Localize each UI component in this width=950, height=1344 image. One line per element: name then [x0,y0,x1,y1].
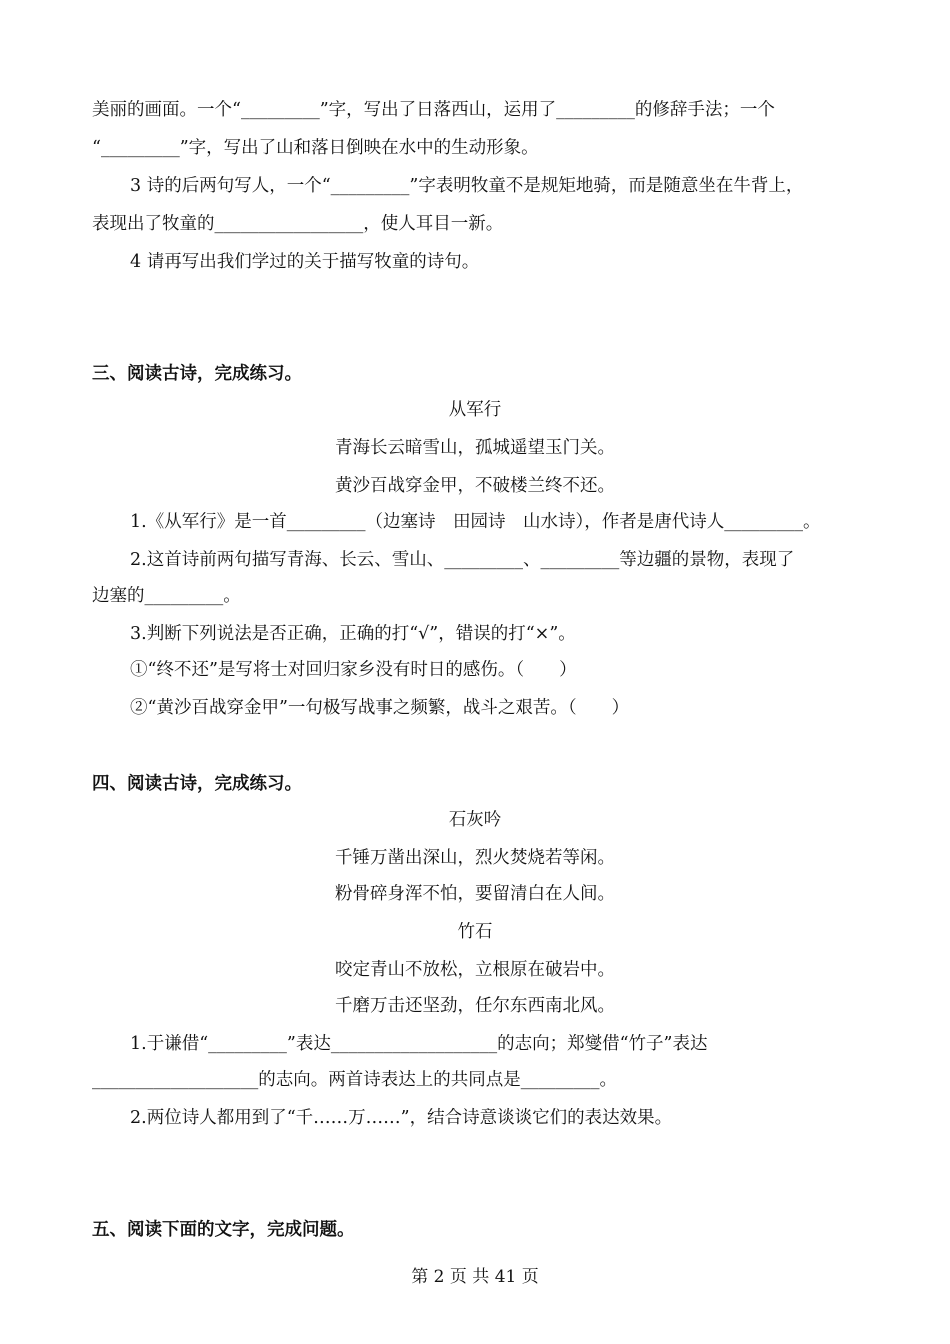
poem-title: 石灰吟 [448,810,502,830]
judgement-item: ①“终不还”是写将士对回归家乡没有时日的感伤。（ ） [130,660,577,680]
question-4: 4 请再写出我们学过的关于描写牧童的诗句。 [130,252,480,272]
poem-line: 千磨万击还坚劲，任尔东西南北风。 [335,996,615,1016]
question-1-line: ___________________的志向。两首诗表达上的共同点是_________。 [92,1070,617,1090]
poem-line: 青海长云暗雪山，孤城遥望玉门关。 [335,438,615,458]
poem-line: 咬定青山不放松，立根原在破岩中。 [335,960,615,980]
poem-title: 从军行 [448,400,502,420]
poem-line: 千锤万凿出深山，烈火焚烧若等闲。 [335,848,615,868]
question-2: 2.两位诗人都用到了“千……万……”，结合诗意谈谈它们的表达效果。 [130,1108,673,1128]
question-2-line: 2.这首诗前两句描写青海、长云、雪山、_________、_________等边疆的景物，表现了 [130,550,795,570]
question-1-line: 1.于谦借“_________”表达___________________的志向；郑燮借“竹子”表达 [130,1034,708,1054]
question-2-line: 边塞的_________。 [92,586,241,606]
question-3-line: 表现出了牧童的_________________，使人耳目一新。 [92,214,504,234]
section-4-heading: 四、阅读古诗，完成练习。 [92,774,302,794]
section-3-heading: 三、阅读古诗，完成练习。 [92,364,302,384]
question-3: 3.判断下列说法是否正确，正确的打“√”，错误的打“×”。 [130,624,576,644]
judgement-item: ②“黄沙百战穿金甲”一句极写战事之频繁，战斗之艰苦。（ ） [130,698,630,718]
page-number-footer: 第 2 页 共 41 页 [411,1267,539,1287]
poem-line: 黄沙百战穿金甲，不破楼兰终不还。 [335,476,615,496]
q2-continuation-line: “_________”字，写出了山和落日倒映在水中的生动形象。 [92,138,539,158]
poem-line: 粉骨碎身浑不怕，要留清白在人间。 [335,884,615,904]
poem-title: 竹石 [457,922,493,942]
q2-continuation-line: 美丽的画面。一个“_________”字，写出了日落西山，运用了_________的修辞手法；一个 [92,100,775,120]
question-3-line: 3 诗的后两句写人，一个“_________”字表明牧童不是规矩地骑，而是随意坐在牛背上， [130,176,804,196]
question-1: 1.《从军行》是一首_________（边塞诗 田园诗 山水诗），作者是唐代诗人_________。 [130,512,821,532]
section-5-heading: 五、阅读下面的文字，完成问题。 [92,1220,355,1240]
